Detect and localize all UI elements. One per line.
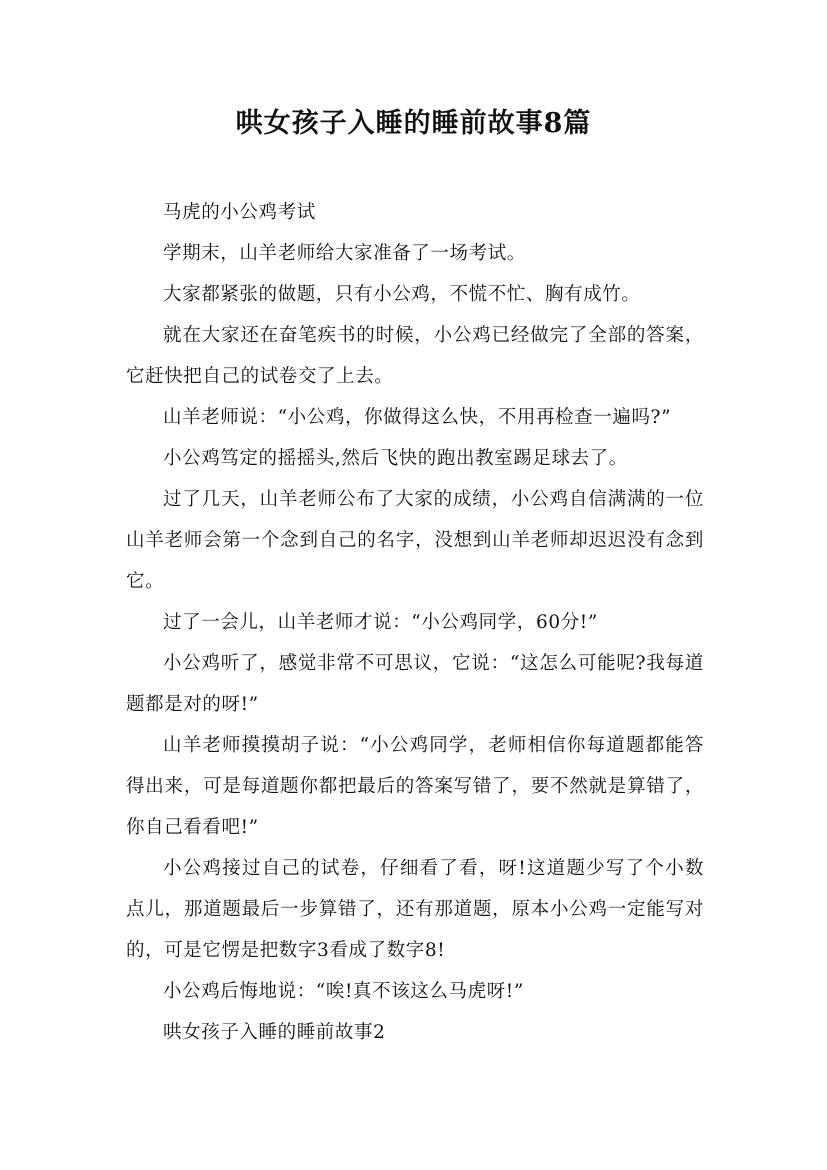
paragraph: 山羊老师摸摸胡子说：“小公鸡同学，老师相信你每道题都能答得出来，可是每道题你都把最后的答案写错了，要不然就是算错了，你自己看看吧!” (126, 735, 704, 838)
section-heading: 哄女孩子入睡的睡前故事2 (163, 1022, 386, 1043)
paragraph: 山羊老师说：“小公鸡，你做得这么快，不用再检查一遍吗?” (163, 407, 672, 428)
paragraph: 大家都紧张的做题，只有小公鸡，不慌不忙、胸有成竹。 (163, 284, 641, 305)
paragraph: 小公鸡接过自己的试卷，仔细看了看，呀!这道题少写了个小数点儿，那道题最后一步算错了，还有那道题，原本小公鸡一定能写对的，可是它愣是把数字3看成了数字8! (126, 858, 704, 961)
document-title: 哄女孩子入睡的睡前故事8篇 (235, 108, 592, 139)
paragraph: 小公鸡后悔地说：“唉!真不该这么马虎呀!” (163, 981, 524, 1002)
paragraph: 小公鸡听了，感觉非常不可思议，它说：“这怎么可能呢?我每道题都是对的呀!” (126, 653, 704, 715)
paragraph: 学期末，山羊老师给大家准备了一场考试。 (163, 243, 526, 264)
document-body (126, 192, 704, 1053)
paragraph: 过了一会儿，山羊老师才说：“小公鸡同学，60分!” (163, 612, 598, 633)
story-subtitle: 马虎的小公鸡考试 (163, 202, 316, 223)
paragraph: 就在大家还在奋笔疾书的时候，小公鸡已经做完了全部的答案，它赶快把自己的试卷交了上去。 (126, 325, 704, 387)
paragraph: 小公鸡笃定的摇摇头,然后飞快的跑出教室踢足球去了。 (163, 448, 628, 469)
paragraph: 过了几天，山羊老师公布了大家的成绩，小公鸡自信满满的一位山羊老师会第一个念到自己的名字，没想到山羊老师却迟迟没有念到它。 (126, 489, 704, 592)
